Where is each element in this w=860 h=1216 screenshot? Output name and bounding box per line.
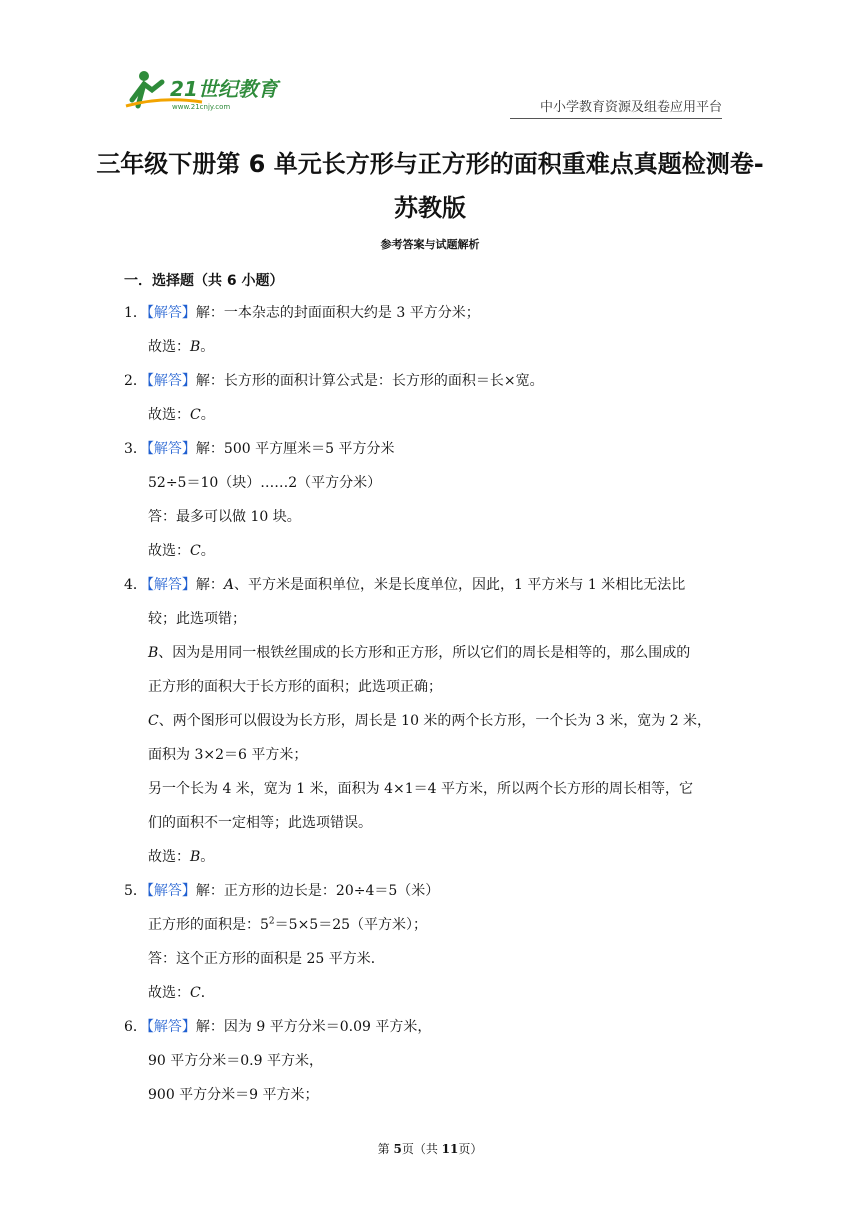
answer-line: 较；此选项错；: [148, 611, 246, 627]
answer-tag: 【解答】: [146, 883, 196, 899]
page-footer: 第 5页（共 11页）: [377, 1142, 483, 1156]
header-rule: [510, 118, 722, 119]
answer-line: 们的面积不一定相等；此选项错误。: [148, 815, 372, 831]
answer-line: 故选：B。: [148, 849, 215, 865]
answer-line: 5．【解答】解：正方形的边长是：20÷4＝5（米）: [124, 883, 440, 899]
answer-tag: 【解答】: [146, 305, 196, 321]
answer-line: 正方形的面积大于长方形的面积；此选项正确；: [148, 679, 442, 695]
section-heading: 一．选择题（共 6 小题）: [124, 273, 284, 289]
answer-tag: 【解答】: [146, 577, 196, 593]
answer-tag: 【解答】: [146, 441, 196, 457]
page-header: [0, 0, 860, 120]
page-title-line2: 苏教版: [394, 194, 466, 222]
answer-line: 故选：C。: [148, 543, 215, 559]
svg-text:21世纪教育: 21世纪教育: [170, 77, 278, 101]
page-subtitle: 参考答案与试题解析: [380, 238, 480, 251]
answer-line: 故选：C。: [148, 407, 215, 423]
answer-line: 故选：C．: [148, 985, 215, 1001]
answer-line: 答：这个正方形的面积是 25 平方米．: [148, 951, 385, 967]
svg-text:www.21cnjy.com: www.21cnjy.com: [172, 103, 231, 111]
answer-line: 90 平方分米＝0.9 平方米，: [148, 1053, 323, 1069]
answer-line: 正方形的面积是：$5^2=5\times 5=25$（平方米）；: [148, 916, 428, 933]
answer-line: 4．【解答】解：A、平方米是面积单位，米是长度单位，因此，1 平方米与 1 米相比无法比: [124, 577, 686, 593]
answer-line: 另一个长为 4 米，宽为 1 米，面积为 4×1＝4 平方米，所以两个长方形的周长相等，它: [148, 781, 693, 797]
page-title-line1: 三年级下册第 6 单元长方形与正方形的面积重难点真题检测卷-: [96, 150, 764, 178]
answer-tag: 【解答】: [146, 373, 196, 389]
answer-tag: 【解答】: [146, 1019, 196, 1035]
answer-line: 52÷5＝10（块）……2（平方分米）: [148, 475, 382, 491]
answer-line: 900 平方分米＝9 平方米；: [148, 1087, 319, 1103]
answer-line: 3．【解答】解：500 平方厘米＝5 平方分米: [124, 441, 395, 457]
logo-21cnjy: [122, 66, 292, 114]
answer-line: 面积为 3×2＝6 平方米；: [148, 747, 308, 763]
platform-name: 中小学教育资源及组卷应用平台: [540, 100, 723, 115]
answer-line: 故选：B。: [148, 339, 215, 355]
answer-line: 6．【解答】解：因为 9 平方分米＝0.09 平方米，: [124, 1019, 432, 1035]
page-total: 11: [441, 1142, 459, 1156]
page-number: 5: [393, 1142, 402, 1156]
answer-line: C、两个图形可以假设为长方形，周长是 10 米的两个长方形，一个长为 3 米，宽为 2 米，: [148, 713, 712, 729]
answer-line: 答：最多可以做 10 块。: [148, 509, 301, 525]
answer-line: B、因为是用同一根铁丝围成的长方形和正方形，所以它们的周长是相等的，那么围成的: [148, 645, 691, 661]
answer-line: 1．【解答】解：一本杂志的封面面积大约是 3 平方分米；: [124, 305, 480, 321]
answer-line: 2．【解答】解：长方形的面积计算公式是：长方形的面积＝长×宽。: [124, 373, 544, 389]
